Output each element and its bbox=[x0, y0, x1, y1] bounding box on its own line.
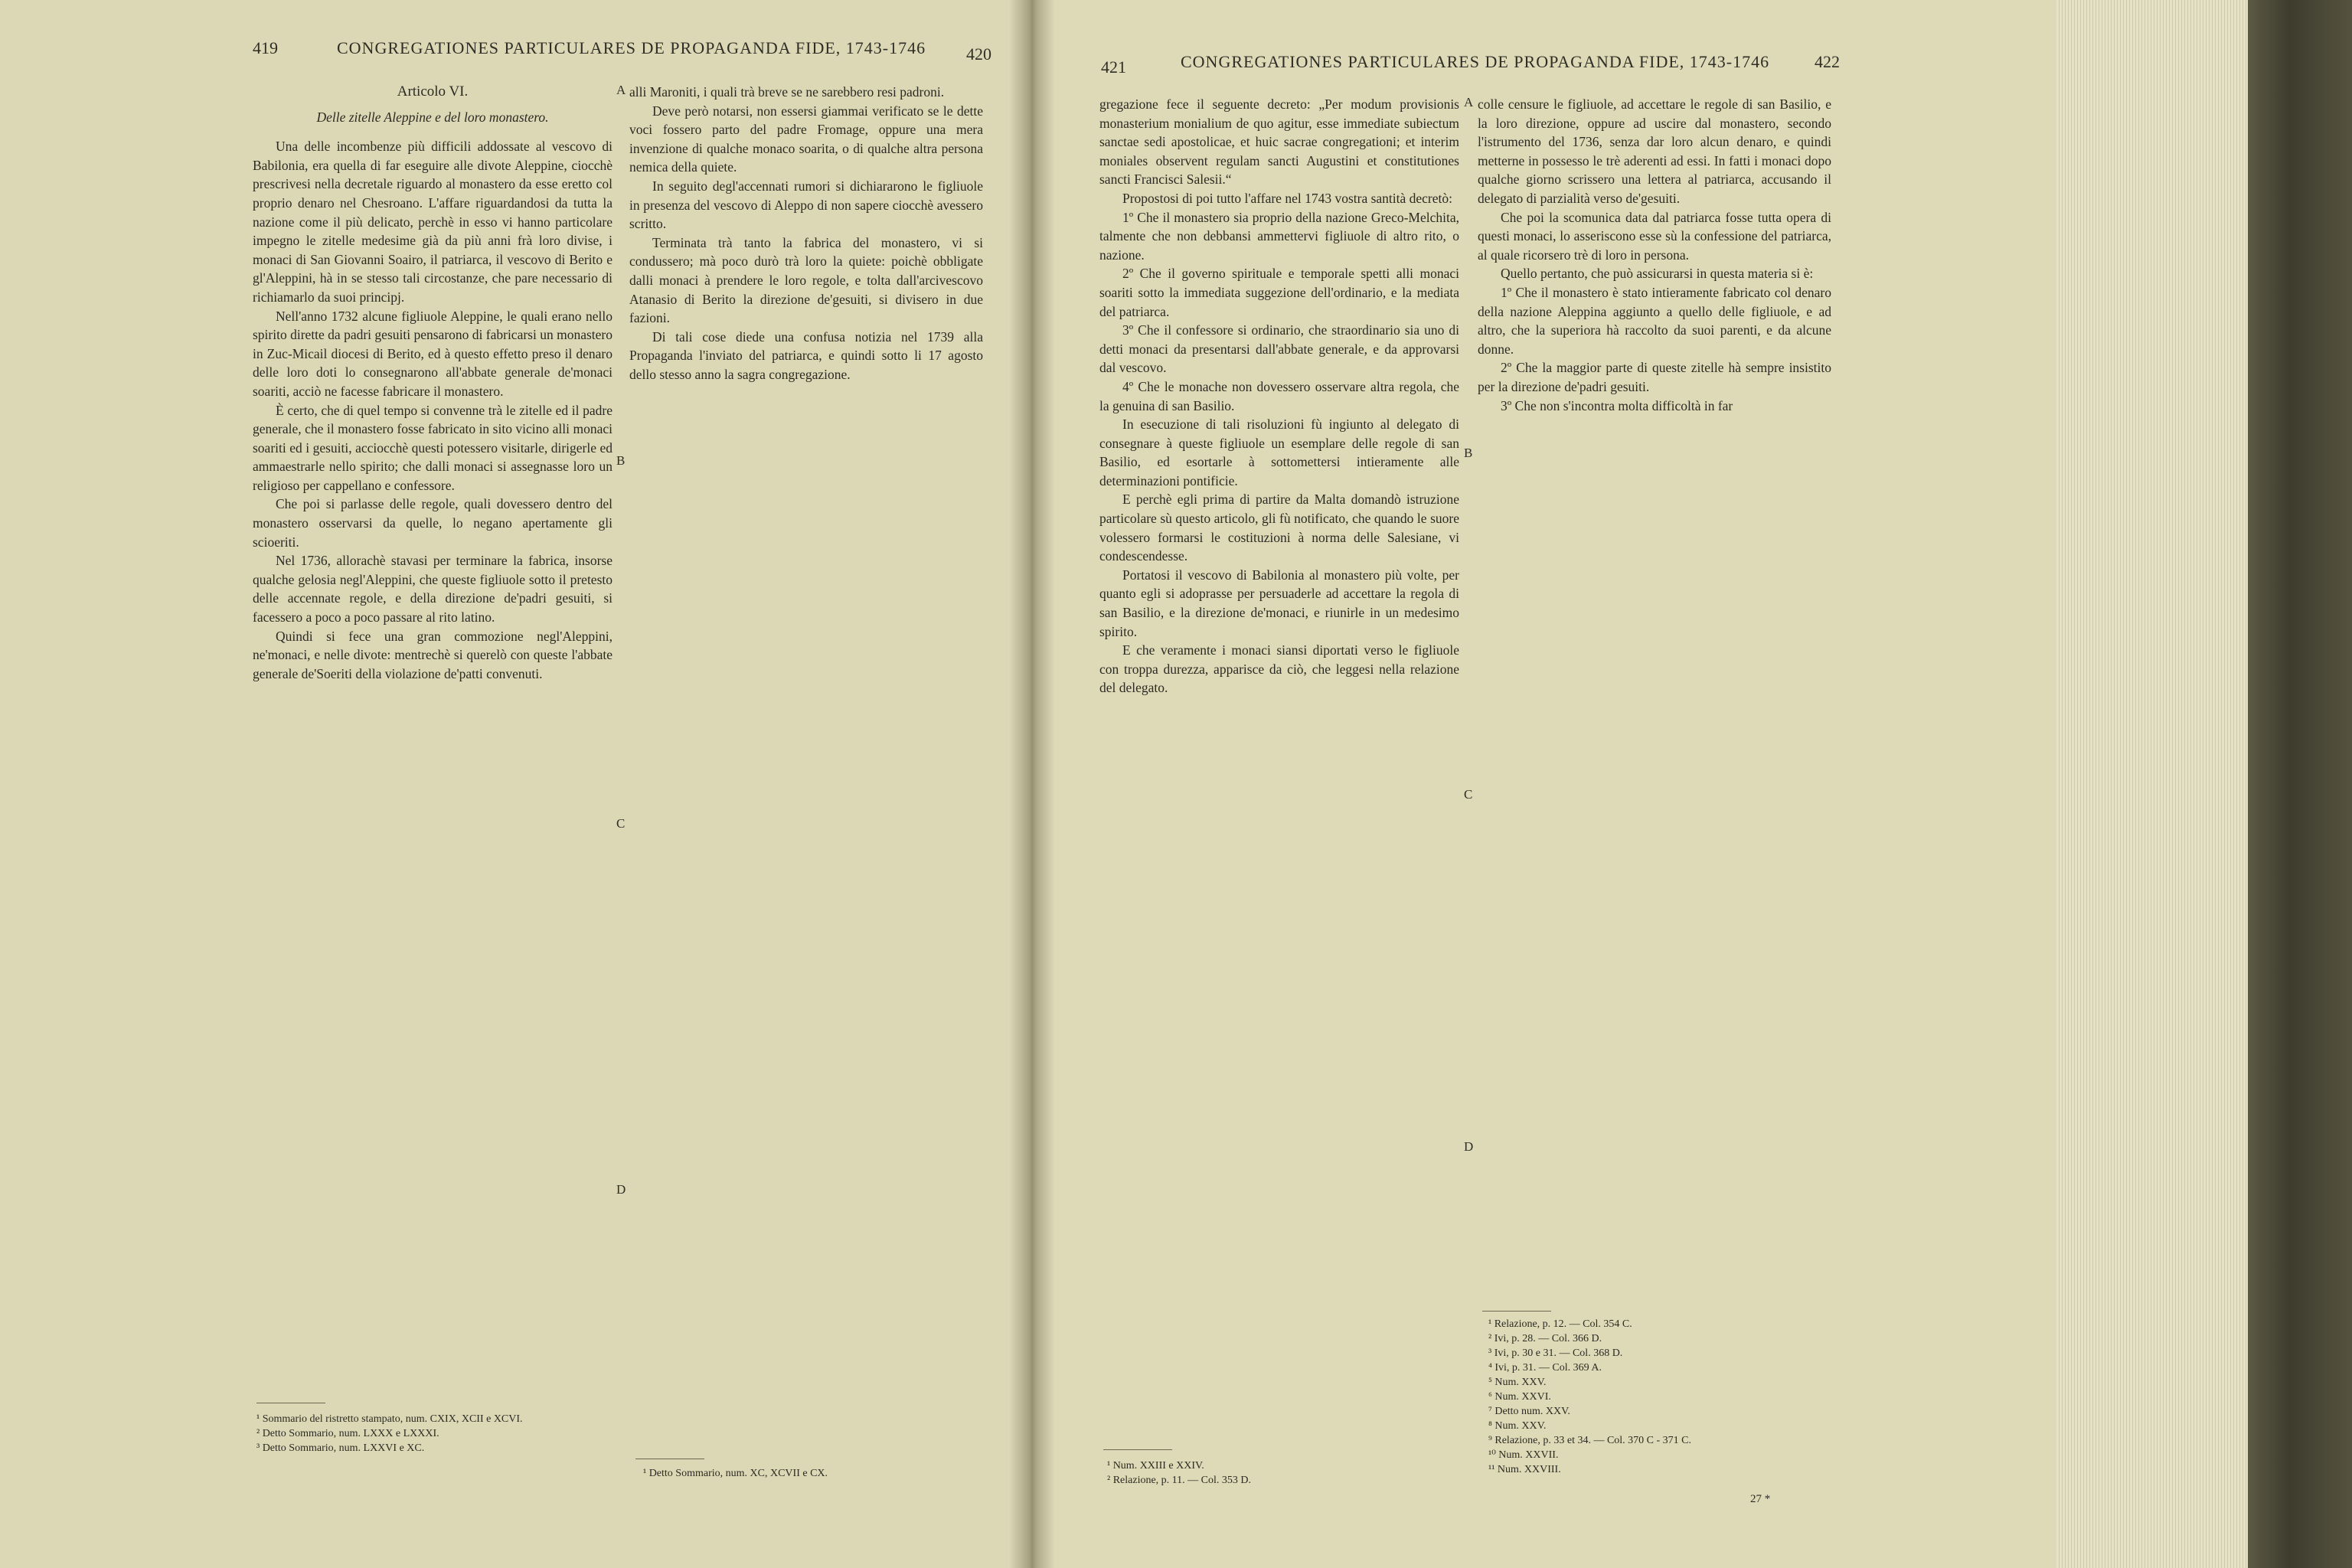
paragraph: 3º Che non s'incontra molta difficoltà in far bbox=[1501, 397, 1733, 413]
left-page-footnotes-2 bbox=[643, 1466, 980, 1481]
right-page-column-1 bbox=[1099, 95, 1459, 1289]
right-page-footnotes-2 bbox=[1488, 1317, 1833, 1477]
signature-mark: 27 * bbox=[1750, 1493, 1771, 1505]
footnote: ³ Ivi, p. 30 e 31. — Col. 368 D. bbox=[1488, 1348, 1623, 1359]
footnote: ⁶ Num. XXVI. bbox=[1488, 1391, 1551, 1403]
right-page-column-2 bbox=[1478, 95, 1831, 1298]
footnote-rule bbox=[1103, 1449, 1172, 1450]
footnote-rule bbox=[1482, 1311, 1551, 1312]
margin-marker-c: C bbox=[1464, 787, 1473, 802]
page-number-left-outer: 419 bbox=[253, 38, 278, 57]
paragraph: Di tali cose diede una confusa notizia nel 1739 alla Propaganda l'inviato del patriarca, e quindi sotto li 17 agosto dello stesso anno la sagra congregazione. bbox=[629, 328, 983, 382]
paragraph: Propostosi di poi tutto l'affare nel 1743 vostra santità decretò: bbox=[1122, 190, 1453, 206]
paragraph: gregazione fece il seguente decreto: „Per modum provisionis monasterium monialium de quo agitur, esse immediate subiectum sanctae sedi apostolicae, et huic sacrae congregationi; et interim moniales observent regulam sancti Augustini et constitutiones sancti Francisci Salesii.“ bbox=[1099, 96, 1459, 188]
footnote: ³ Detto Sommario, num. LXXVI e XC. bbox=[256, 1442, 425, 1454]
running-head-left: CONGREGATIONES PARTICULARES DE PROPAGANDA FIDE, 1743-1746 bbox=[337, 38, 926, 57]
paragraph: Nell'anno 1732 alcune figliuole Aleppine, le quali erano nello spirito dirette da padri gesuiti pensarono di fabricarsi un monastero in Zuc-Micail diocesi di Berito, ed à questo effetto preso il denaro delle loro doti lo consegnarono all'abbate generale de'monaci soariti, acciò ne facesse fabricare il monastero. bbox=[253, 308, 612, 399]
paragraph: Che poi si parlasse delle regole, quali dovessero dentro del monastero osservarsi da quelle, lo negano apertamente gli scioeriti. bbox=[253, 496, 612, 550]
paragraph: Deve però notarsi, non essersi giammai verificato se le dette voci fossero parto del padre Fromage, oppure una mera invenzione di qualche monaco soarita, o di qualche altra persona nemica della quiete. bbox=[629, 103, 983, 175]
paragraph: E che veramente i monaci siansi diportati verso le figliuole con troppa durezza, apparisce da ciò, che leggesi nella relazione del delegato. bbox=[1099, 642, 1459, 696]
left-page-footnotes-1 bbox=[256, 1412, 609, 1455]
footnote: ² Ivi, p. 28. — Col. 366 D. bbox=[1488, 1333, 1602, 1344]
paragraph: In esecuzione di tali risoluzioni fù ingiunto al delegato di consegnare à queste figliuole un esemplare delle regole di san Basilio, ed esortarle à sottomettersi intieramente alle determinazioni pontificie. bbox=[1099, 416, 1459, 488]
article-subtitle: Delle zitelle Aleppine e del loro monastero. bbox=[316, 109, 549, 125]
left-page-column-2 bbox=[629, 83, 983, 1375]
footnote: ⁴ Ivi, p. 31. — Col. 369 A. bbox=[1488, 1362, 1602, 1374]
footnote: ¹ Sommario del ristretto stampato, num. CXIX, XCII e XCVI. bbox=[256, 1413, 523, 1425]
footnote: ¹⁰ Num. XXVII. bbox=[1488, 1449, 1559, 1461]
footnote: ⁸ Num. XXV. bbox=[1488, 1420, 1547, 1432]
running-head-right: CONGREGATIONES PARTICULARES DE PROPAGANDA FIDE, 1743-1746 bbox=[1181, 52, 1770, 71]
paragraph: Quello pertanto, che può assicurarsi in questa materia si è: bbox=[1501, 266, 1814, 282]
margin-marker-b: B bbox=[616, 453, 626, 468]
page-number-left-inner: 420 bbox=[966, 44, 991, 64]
paragraph: 4º Che le monache non dovessero osservare altra regola, che la genuina di san Basilio. bbox=[1099, 378, 1459, 413]
book-gutter bbox=[1009, 0, 1055, 1568]
right-page-footnotes-1 bbox=[1107, 1459, 1459, 1488]
left-page-column-1 bbox=[253, 83, 612, 1323]
page-number-right-outer: 422 bbox=[1815, 52, 1840, 71]
paragraph: E perchè egli prima di partire da Malta domandò istruzione particolare sù questo articolo, gli fù notificato, che quando le suore volessero formarsi le costituzioni à norma delle Salesiane, vi condescendesse. bbox=[1099, 492, 1459, 564]
footnote: ¹¹ Num. XXVIII. bbox=[1488, 1464, 1561, 1475]
paragraph: Terminata trà tanto la fabrica del monastero, vi si condussero; mà poco durò trà loro la quiete: poichè obbligate dalli monaci à prendere le loro regole, e tolta dall'arcivescovo Atanasio di Berito la direzione de'gesuiti, si divisero in due fazioni. bbox=[629, 234, 983, 326]
paragraph: alli Maroniti, i quali trà breve se ne sarebbero resi padroni. bbox=[629, 84, 945, 100]
footnote: ⁷ Detto num. XXV. bbox=[1488, 1406, 1570, 1417]
paragraph: In seguito degl'accennati rumori si dichiararono le figliuole in presenza del vescovo di Aleppo di non sapere ciocchè avessero scritto. bbox=[629, 178, 983, 232]
paragraph: 1º Che il monastero sia proprio della nazione Greco-Melchita, talmente che non debbansi ammettervi figliuole di altro rito, o nazione. bbox=[1099, 209, 1459, 263]
margin-marker-c: C bbox=[616, 816, 626, 831]
paragraph: 1º Che il monastero è stato intieramente fabricato col denaro della nazione Aleppina aggiunto a quello delle figliuole, e ad altro, che la superiora hà raccolto da suoi parenti, e da alcune donne. bbox=[1478, 284, 1831, 357]
paragraph: Nel 1736, allorachè stavasi per terminare la fabrica, insorse qualche gelosia negl'Aleppini, che queste figliuole sotto il pretesto delle accennate regole, e della direzione de'padri gesuiti, si facessero a poco a poco passare al rito latino. bbox=[253, 553, 612, 626]
left-page bbox=[0, 0, 1031, 1568]
book-binding bbox=[2248, 0, 2352, 1568]
article-heading: Articolo VI. bbox=[397, 83, 469, 100]
margin-marker-b: B bbox=[1464, 446, 1473, 460]
right-page bbox=[1031, 0, 2056, 1568]
paragraph: colle censure le figliuole, ad accettare le regole di san Basilio, e la loro direzione, oppure ad uscire dal monastero, secondo l'istrumento del 1736, senza dar loro alcun denaro, e quindi metterne in possesso le trè aderenti ad essi. In fatti i monaci dopo qualche giorno scrissero una lettera al patriarca, accusando il delegato di parzialità verso de'gesuiti. bbox=[1478, 96, 1831, 206]
footnote: ¹ Detto Sommario, num. XC, XCVII e CX. bbox=[643, 1468, 828, 1479]
paragraph: 2º Che il governo spirituale e temporale spetti alli monaci soariti sotto la immediata suggezione dell'ordinario, e la mediata del patriarca. bbox=[1099, 266, 1459, 319]
footnote: ⁹ Relazione, p. 33 et 34. — Col. 370 C - 371 C. bbox=[1488, 1435, 1692, 1446]
margin-marker-d: D bbox=[1464, 1139, 1474, 1154]
paragraph: 2º Che la maggior parte di queste zitelle hà sempre insistito per la direzione de'padri gesuiti. bbox=[1478, 360, 1831, 394]
paragraph: 3º Che il confessore si ordinario, che straordinario sia uno di detti monaci da presentarsi dall'abbate generale, e da approvarsi dal vescovo. bbox=[1099, 322, 1459, 376]
paragraph: Portatosi il vescovo di Babilonia al monastero più volte, per quanto egli si adoprasse per persuaderle ad accettare la regola di san Basilio, e la direzione de'monaci, e riunirle in un medesimo spirito. bbox=[1099, 567, 1459, 639]
paragraph: Che poi la scomunica data dal patriarca fosse tutta opera di questi monaci, lo asseriscono esse sù la confessione del patriarca, al quale ricorsero trè di loro in persona. bbox=[1478, 209, 1831, 263]
footnote: ² Detto Sommario, num. LXXX e LXXXI. bbox=[256, 1428, 439, 1439]
page-edges bbox=[2056, 0, 2248, 1568]
margin-marker-a: A bbox=[616, 83, 626, 97]
footnote: ¹ Relazione, p. 12. — Col. 354 C. bbox=[1488, 1318, 1632, 1330]
margin-marker-a: A bbox=[1464, 95, 1474, 109]
page-number-right-inner: 421 bbox=[1101, 57, 1126, 77]
margin-marker-d: D bbox=[616, 1182, 626, 1197]
paragraph: Quindi si fece una gran commozione negl'Aleppini, ne'monaci, e nelle divote: mentrechè si querelò con queste l'abbate generale de'Soeriti della violazione de'patti convenuti. bbox=[253, 628, 612, 681]
footnote: ¹ Num. XXIII e XXIV. bbox=[1107, 1460, 1204, 1472]
footnote: ⁵ Num. XXV. bbox=[1488, 1377, 1547, 1388]
footnote: ² Relazione, p. 11. — Col. 353 D. bbox=[1107, 1475, 1251, 1486]
paragraph: È certo, che di quel tempo si convenne trà le zitelle ed il padre generale, che il monastero fosse fabricato in sito vicino alli monaci soariti ed i gesuiti, acciocchè questi potessero visitarle, dirigerle ed ammaestrarle nello spirito; che dalli monaci si assegnasse loro un religioso per cappellano e confessore. bbox=[253, 402, 612, 493]
paragraph: Una delle incombenze più difficili addossate al vescovo di Babilonia, era quella di far eseguire alle divote Aleppine, ciocchè prescrivesi nella decretale riguardo al monastero da esse eretto col proprio denaro nel Chesroano. L'affare riguardandosi da tutta la nazione come il più delicato, perchè in esso vi hanno particolare impegno le zitelle medesime già da più anni frà loro divise, i monaci di San Giovanni Soairo, il patriarca, il vescovo di Berito e gl'Aleppini, hà in se stesso tali circostanze, che pare necessario di richiamarlo da suoi principj. bbox=[253, 139, 612, 305]
